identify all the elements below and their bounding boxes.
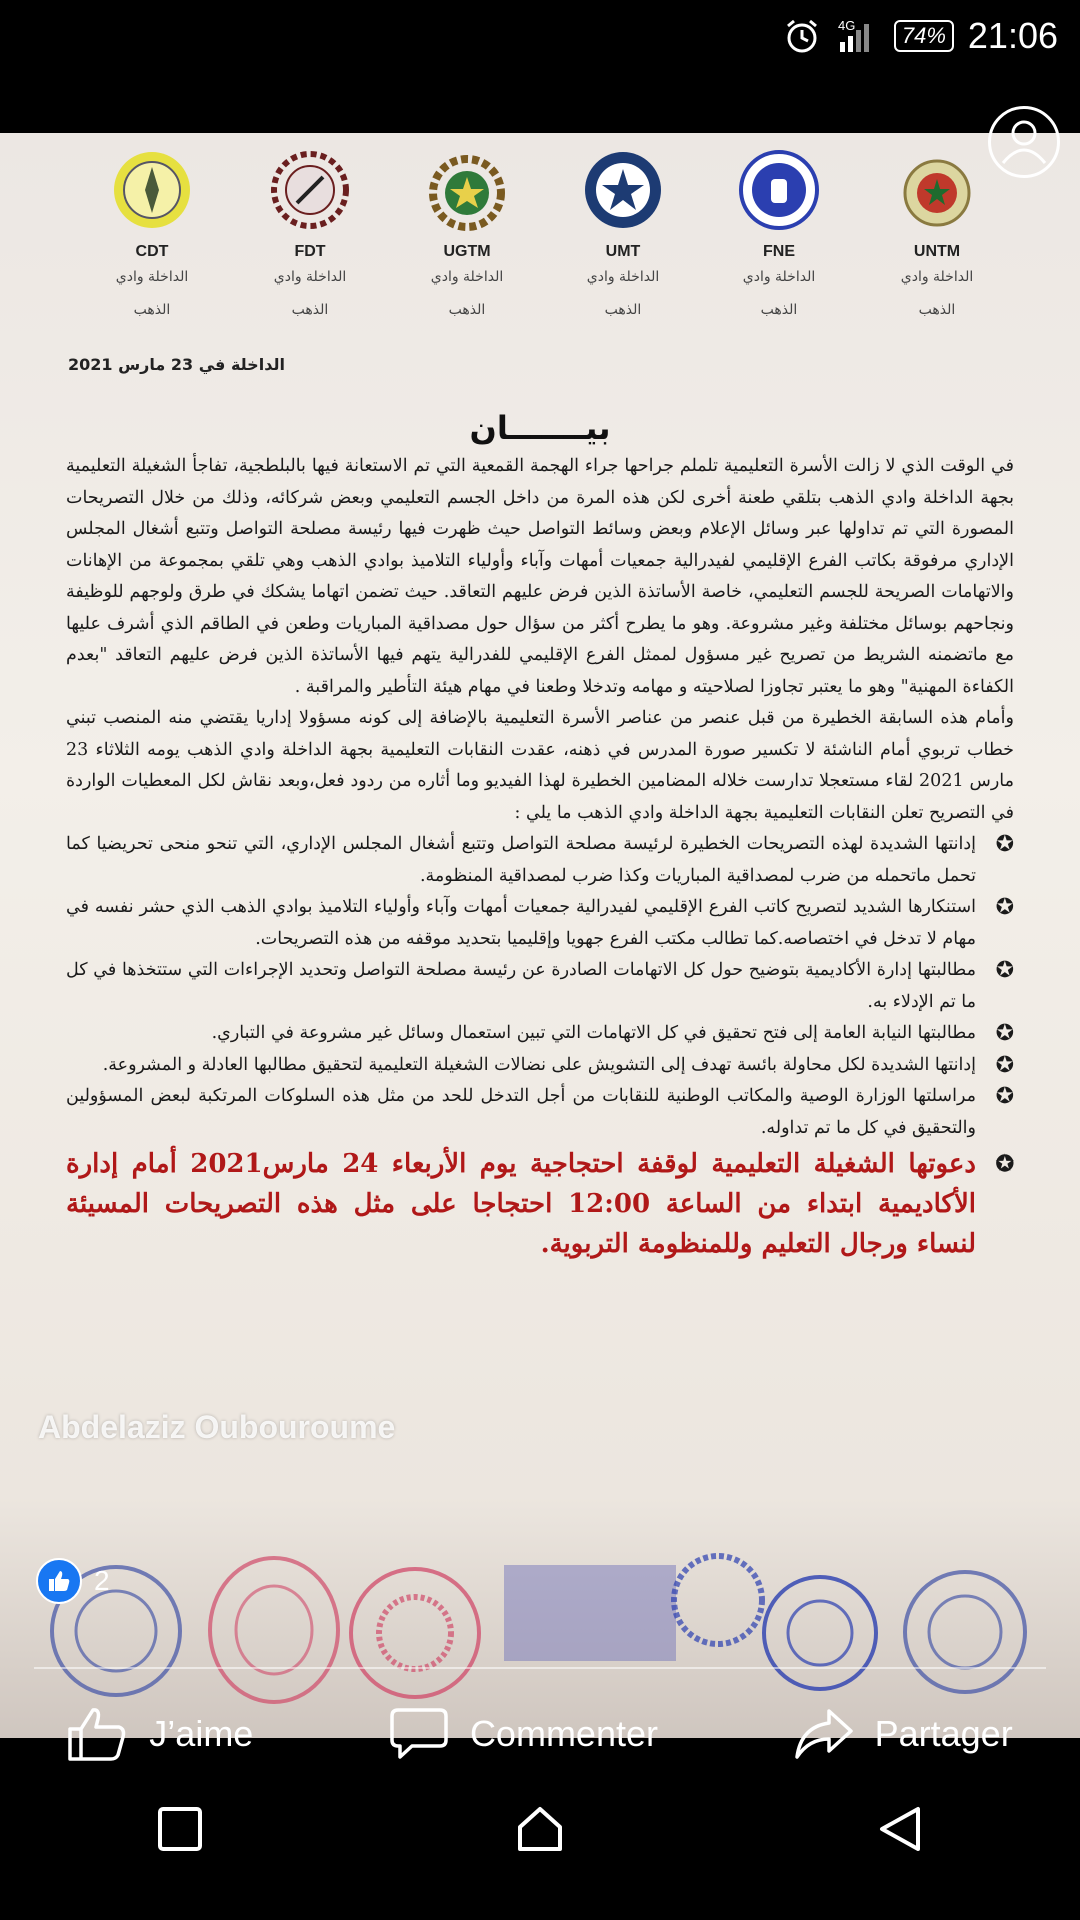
list-item: ✪ مطالبتها إدارة الأكاديمية بتوضيح حول كل الاتهامات الصادرة عن رئيسة مصلحة التواصل وتحديد الإجراءات التي ستتخذها في كل ما تم الإدلاء به. xyxy=(66,955,1014,1018)
post-image[interactable] xyxy=(0,133,1080,1738)
list-item: ✪ مطالبتها النيابة العامة إلى فتح تحقيق في كل الاتهامات التي تبين استعمال وسائل غير مشروعة في التباري. xyxy=(66,1018,1014,1050)
reaction-count: 2 xyxy=(94,1565,110,1596)
star-icon: ✪ xyxy=(995,1052,1014,1078)
post-actions xyxy=(0,1694,1080,1774)
logo-ugtm: UGTM الداخلة وادي الذهب xyxy=(392,149,542,327)
logo-umt: UMT الداخلة وادي الذهب xyxy=(548,149,698,327)
stamp-icon xyxy=(500,1545,680,1685)
stamp-icon xyxy=(668,1545,768,1655)
second-paragraph: وأمام هذه السابقة الخطيرة من قبل عنصر من عناصر الأسرة التعليمية بالإضافة إلى كونه مسؤولا إداريا يقتضي منه المنصب تبني خطاب تربوي أمام الناشئة لا تكسير صورة المدرس في ذهنه، عقدت النقابات التعليمية بجهة الداخلة وادي الذهب يومه الثلاثاء 23 مارس 2021 لقاء مستعجلا تدارست خلاله المضامين الخطيرة لهذا الفيديو وما أثاره من ردود فعل،وبعد نقاش لكل المعطيات الواردة في التصريح تعلن النقابات التعليمية بجهة الداخلة وادي الذهب ما يلي : xyxy=(66,708,1014,823)
comment-icon xyxy=(388,1705,450,1763)
watermark: Abdelaziz Oubouroume xyxy=(38,1409,396,1445)
recent-apps-button[interactable] xyxy=(120,1769,240,1889)
star-icon: ✪ xyxy=(995,1021,1014,1046)
logo-untm: UNTM الداخلة وادي الذهب xyxy=(862,149,1012,327)
star-icon: ✪ xyxy=(995,1084,1014,1109)
like-label: J’aime xyxy=(149,1713,254,1754)
home-icon xyxy=(514,1803,566,1855)
intro-paragraph: في الوقت الذي لا زالت الأسرة التعليمية تلملم جراحها جراء الهجمة القمعية التي تم الاستعانة فيها بالبلطجية، تفاجأ الشغيلة التعليمية بجهة الداخلة وادي الذهب بتلقي طعنة أخرى لكن هذه المرة من داخل الجسم التعليمي وبعض شركائه، وذلك من خلال التصريحات المصورة التي تم تداولها عبر وسائل الإعلام وبعض وسائط التواصل حيث ظهرت فيها رئيسة مصلحة التواصل وتتبع أشغال المجلس الإداري مرفوقة بكاتب الفرع الإقليمي لفيدرالية جمعيات أمهات وآباء وأولياء التلاميذ بوادي الذهب وهي تلقي بمجموعة من الإهانات والاتهامات الصريحة للجسم التعليمي، خاصة الأساتذة الذين فرض عليهم التعاقد. حيث تضمن اتهاما يشكك في طرق ولوجهم للوظيفة ونجاحهم بوسائل مختلفة وغير مشروعة. وهو ما يطرح أكثر من سؤال حول مصداقية المباريات وطعن في الطاقم الذي أشرف عليها مع ماتضمنه الشريط من تصريح غير مسؤول لممثل الفرع الإقليمي للفدرالية يتهم فيها الأساتذة الذين فرض عليهم التعاقد "بعدم الكفاءة المهنية" وهو ما يعتبر تجاوزا لصلاحيته و مهامه وتدخلا وطعنا في مهام هيئة التأطير والمراقبة . xyxy=(66,456,1014,697)
share-arrow-icon xyxy=(793,1705,855,1763)
logo-fne: FNE الداخلة وادي الذهب xyxy=(704,149,854,327)
clock: 21:06 xyxy=(967,15,1058,56)
logo-cdt: CDT الداخلة وادي الذهب xyxy=(77,149,227,327)
back-button[interactable] xyxy=(840,1769,960,1889)
bullet-list xyxy=(66,829,1014,1264)
list-item: ✪ إدانتها الشديدة لهذه التصريحات الخطيرة لرئيسة مصلحة التواصل وتتبع أشغال المجلس الإداري، التي تنحو منحى تحريضيا كما تحمل ماتحمله من ضرب لمصداقية المباريات وكذا ضرب لمصداقية المنظومة. xyxy=(66,829,1014,892)
logo-fdt: FDT الداخلة وادي الذهب xyxy=(235,149,385,327)
list-item-final: ✪ دعوتها الشغيلة التعليمية لوقفة احتجاجية يوم الأربعاء 24 مارس2021 أمام إدارة الأكاديمية ابتداء من الساعة 12:00 احتجاجا على مثل هذه التصريحات المسيئة لنساء ورجال التعليم وللمنظومة التربوية. xyxy=(66,1144,1014,1264)
star-icon: ✪ xyxy=(995,895,1014,920)
status-bar xyxy=(0,0,1080,72)
home-button[interactable] xyxy=(480,1769,600,1889)
star-icon: ✪ xyxy=(995,958,1014,983)
list-item: ✪ إدانتها الشديدة لكل محاولة بائسة تهدف إلى التشويش على نضالات الشغيلة التعليمية لتحقيق مطالبها العادلة و المشروعة. xyxy=(66,1050,1014,1082)
alarm-icon xyxy=(782,16,822,56)
stamp-icon xyxy=(340,1563,490,1703)
list-item: ✪ مراسلتها الوزارة الوصية والمكاتب الوطنية للنقابات من أجل التدخل للحد من مثل هذه السلوكات المرتكبة لبعض المسؤولين والتحقيق في كل ما تم تداوله. xyxy=(66,1081,1014,1144)
stamp-icon xyxy=(760,1563,880,1703)
document-date: الداخلة في 23 مارس 2021 xyxy=(68,355,285,374)
document-body xyxy=(66,451,1014,1264)
divider xyxy=(34,1667,1046,1669)
like-button[interactable] xyxy=(67,1705,253,1763)
union-logos xyxy=(0,133,1080,363)
battery-icon: 74% xyxy=(894,20,954,52)
signal-icon xyxy=(836,16,880,56)
document-title: بيـــــــان xyxy=(469,409,611,447)
list-item: ✪ استنكارها الشديد لتصريح كاتب الفرع الإقليمي لفيدرالية جمعيات أمهات وآباء وأولياء التلاميذ بوادي الذهب الذي حشر نفسه في مهام لا تدخل في اختصاصه.كما تطالب مكتب الفرع جهويا وإقليميا بتحديد موقفه من هذه التصريحات. xyxy=(66,892,1014,955)
profile-button[interactable] xyxy=(988,106,1060,178)
square-icon xyxy=(154,1803,206,1855)
comment-button[interactable] xyxy=(388,1705,658,1763)
reactions-summary[interactable] xyxy=(36,1558,110,1604)
share-button[interactable] xyxy=(793,1705,1013,1763)
comment-label: Commenter xyxy=(469,1713,658,1754)
stamp-icon xyxy=(900,1567,1030,1697)
back-triangle-icon xyxy=(874,1803,926,1855)
like-reaction-icon xyxy=(36,1558,82,1604)
network-type: 4G xyxy=(837,18,856,33)
star-icon: ✪ xyxy=(995,832,1014,857)
share-label: Partager xyxy=(874,1713,1013,1754)
thumbs-up-icon xyxy=(67,1705,129,1763)
user-icon xyxy=(991,109,1057,175)
stamp-icon xyxy=(206,1555,342,1705)
star-icon: ✪ xyxy=(995,1151,1014,1177)
